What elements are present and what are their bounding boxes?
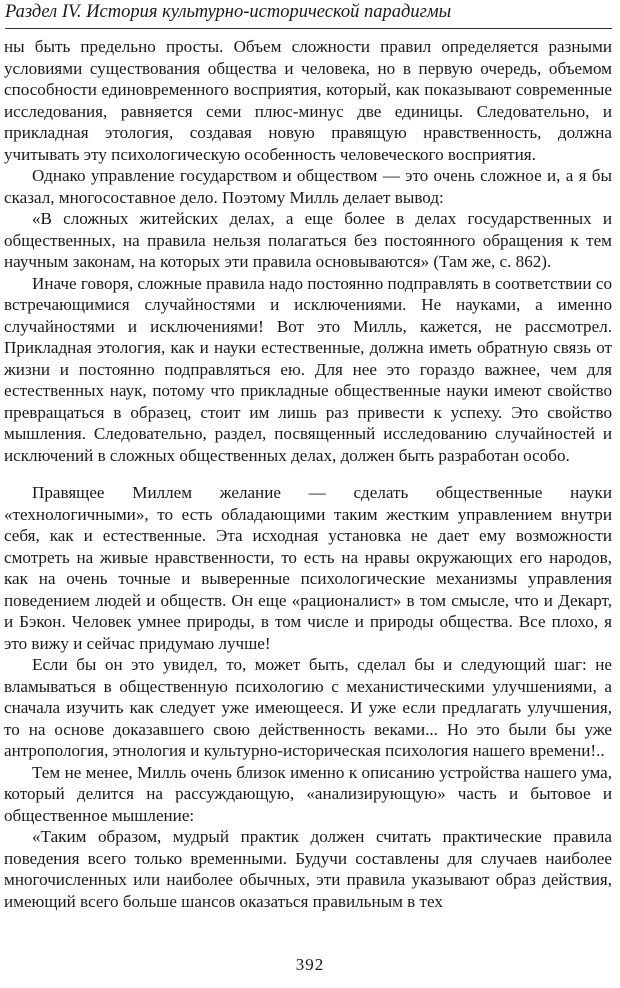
body-text [4, 36, 612, 912]
paragraph: Иначе говоря, сложные правила надо постоянно подправлять в соответствии со встречающимися случайностями и исключениями. Не науками, а именно случайностями и исключениями! Вот это Милль, кажется, не рассмотрел. Прикладная этология, как и науки естественные, должна иметь обратную связь от жизни и постоянно подправляться ею. Для нее это гораздо важнее, чем для естественных наук, потому что прикладные общественные науки имеют свойство превращаться в образец, стоит им лишь раз привести к успеху. Это свойство мышления. Следовательно, раздел, посвященный исследованию случайностей и исключений в сложных общественных делах, должен быть разработан особо. [4, 273, 612, 465]
quotation-paragraph: «Таким образом, мудрый практик должен считать практические правила поведения всего только временными. Будучи составлены для случаев наиболее многочисленных или наиболее обычных, эти правила указывают образ действия, имеющий всего больше шансов оказаться правильным в тех [4, 827, 612, 911]
running-header [5, 0, 612, 29]
quotation-paragraph: «В сложных житейских делах, а еще более в делах государственных и общественных, на правила нельзя полагаться без постоянного обращения к тем научным законам, на которых эти правила основываются» (Там же, с. 862). [4, 209, 612, 271]
paragraph: ны быть предельно просты. Объем сложности правил определяется разными условиями существования общества и человека, но в первую очередь, объемом способности единовременного восприятия, который, как показывают современные исследования, равняется семи плюс-минус две единицы. Следовательно, и прикладная этология, создавая новую правящую нравственность, должна учитывать эту психологическую особенность человеческого восприятия. [4, 37, 612, 164]
running-title: Раздел IV. История культурно-исторической парадигмы [5, 2, 452, 22]
paragraph: Однако управление государством и обществом — это очень сложное и, а я бы сказал, многосоставное дело. Поэтому Милль делает вывод: [4, 166, 612, 207]
paragraph: Тем не менее, Милль очень близок именно к описанию устройства нашего ума, который делится на рассуждающую, «анализирующую» часть и бытовое и общественное мышление: [4, 762, 612, 825]
page-number: 392 [295, 955, 325, 974]
paragraph: Правящее Миллем желание — сделать общественные науки «технологичными», то есть обладающими таким жестким управлением внутри себя, как и естественные. Эта исходная установка не дает ему возможности смотреть на живые нравственности, то есть на нравы окружающих его народов, как на очень точные и выверенные психологические механизмы управления поведением людей и обществ. Он еще «рационалист» в том смысле, что и Декарт, и Бэкон. Человек умнее природы, в том числе и природы общества. Все плохо, я это вижу и сейчас придумаю лучше! [4, 483, 612, 653]
paragraph: Если бы он это увидел, то, может быть, сделал бы и следующий шаг: не вламываться в общественную психологию с механистическими улучшениями, а сначала изучить как следует уже имеющееся. И уже если предлагать улучшения, то на основе доказавшего свою действенность веками... Но это были бы уже антропология, этнология и культурно-историческая психология нашего времени!.. [4, 655, 612, 760]
